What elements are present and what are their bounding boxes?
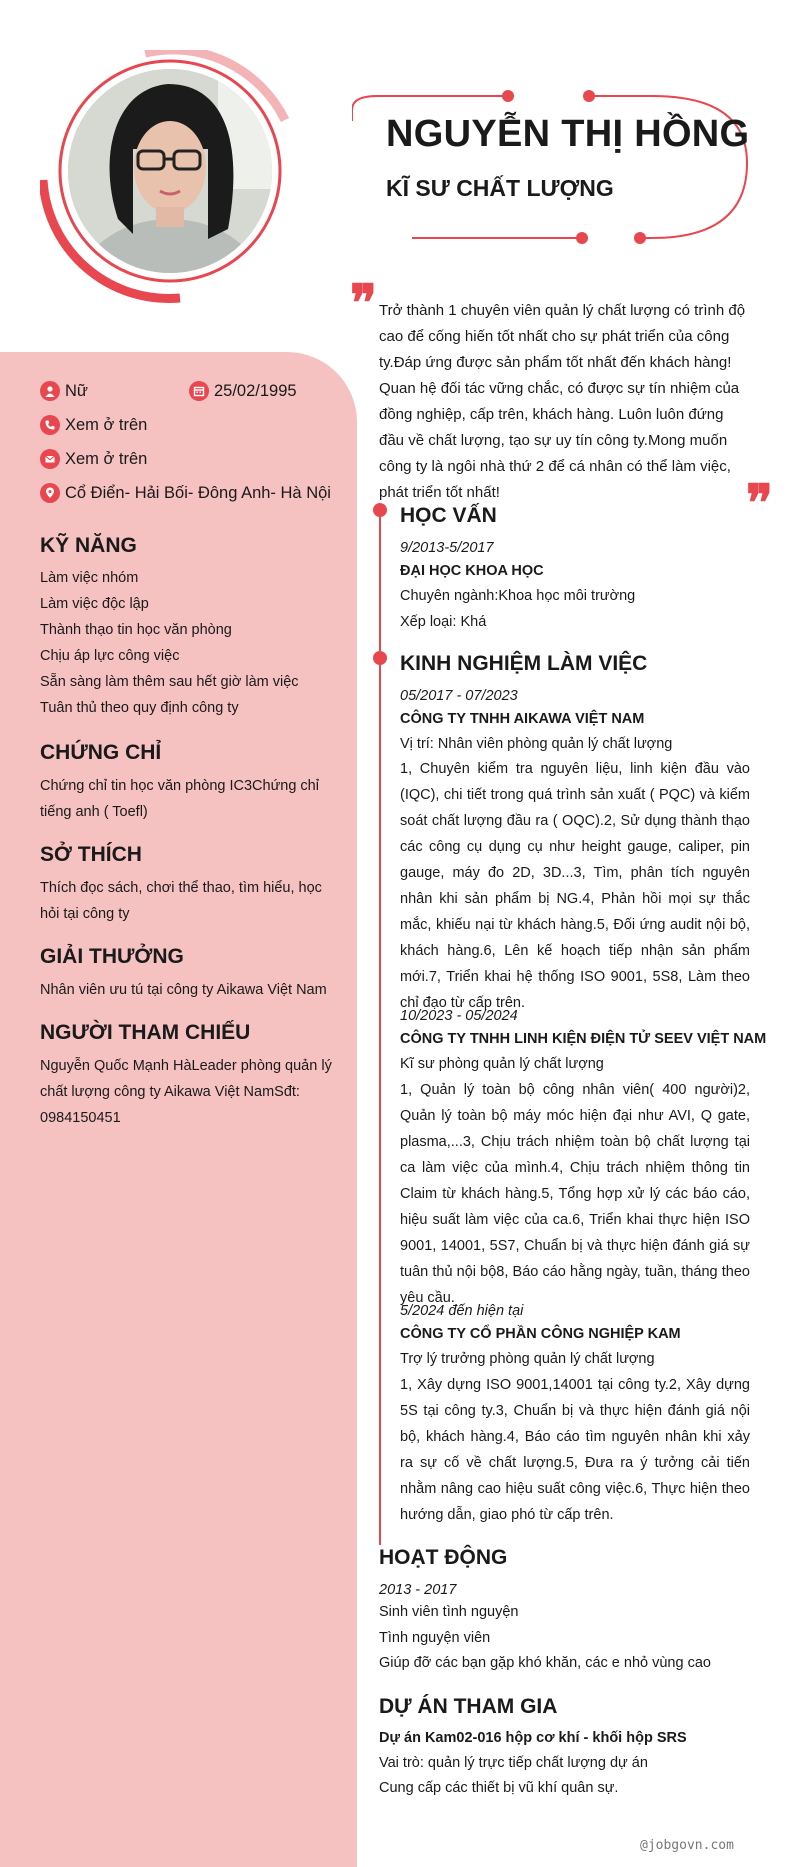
skill-item: Làm việc nhóm (40, 570, 139, 586)
education-major: Chuyên ngành:Khoa học môi trường (400, 588, 636, 604)
candidate-title: KĨ SƯ CHẤT LƯỢNG (386, 175, 614, 201)
job-date: 5/2024 đến hiện tại (400, 1303, 524, 1319)
birthday-value: 25/02/1995 (214, 381, 297, 400)
certificates-heading: CHỨNG CHỈ (40, 741, 162, 764)
phone-value[interactable]: Xem ở trên (65, 415, 148, 434)
header-frame-decoration (352, 88, 752, 248)
address-value: Cổ Điển- Hải Bối- Đông Anh- Hà Nội (65, 483, 331, 502)
education-grade: Xếp loại: Khá (400, 614, 487, 630)
job-description: 1, Chuyên kiểm tra nguyên liệu, linh kiện đầu vào (IQC), chi tiết trong quá trình sản xuất ( PQC) và kiểm soát chất lượng đầu ra ( OQC).2, Sử dụng thành thạo các công cụ dụng cụ như height gauge, caliper, pin gauge, máy đo 2D, 3D...3, Tìm, phân tích nguyên nhân khi sản phẩm bị NG.4, Phản hồi mọi sự thắc mắc, khiếu nại từ khách hàng.5, Đối ứng audit nội bộ, khách hàng.6, Lên kế hoạch tiếp nhận sản phẩm mới.7, Triển khai hệ thống ISO 9001, 5S8, Làm theo chỉ đạo từ cấp trên. (400, 761, 750, 1011)
activity-item: Tình nguyện viên (379, 1630, 491, 1646)
skill-item: Tuân thủ theo quy định công ty (40, 700, 239, 716)
job-company: CÔNG TY TNHH LINH KIỆN ĐIỆN TỬ SEEV VIỆT NAM (400, 1031, 767, 1047)
activity-item: Giúp đỡ các bạn gặp khó khăn, các e nhỏ vùng cao (379, 1655, 711, 1671)
project-name: Dự án Kam02-016 hộp cơ khí - khối hộp SRS (379, 1730, 687, 1746)
quote-close-icon: ❞ (746, 473, 773, 532)
skill-item: Thành thạo tin học văn phòng (40, 622, 232, 638)
job-date: 05/2017 - 07/2023 (400, 688, 518, 704)
awards-text: Nhân viên ưu tú tại công ty Aikawa Việt Nam (40, 982, 327, 998)
job-position: Trợ lý trưởng phòng quản lý chất lượng (400, 1351, 655, 1367)
skill-item: Chịu áp lực công việc (40, 648, 180, 664)
mail-icon (40, 449, 60, 469)
job-company: CÔNG TY CỔ PHẦN CÔNG NGHIỆP KAM (400, 1326, 681, 1342)
address-item (40, 483, 331, 503)
email-value[interactable]: Xem ở trên (65, 449, 148, 468)
projects-heading: DỰ ÁN THAM GIA (379, 1695, 558, 1718)
activity-item: Sinh viên tình nguyện (379, 1604, 519, 1620)
experience-heading: KINH NGHIỆM LÀM VIỆC (400, 652, 648, 675)
hobbies-text: Thích đọc sách, chơi thể thao, tìm hiểu, học hỏi tại công ty (40, 880, 322, 922)
awards-heading: GIẢI THƯỞNG (40, 945, 184, 968)
profile-photo (68, 69, 272, 273)
phone-icon (40, 415, 60, 435)
project-detail: Cung cấp các thiết bị vũ khí quân sự. (379, 1780, 619, 1796)
project-role: Vai trò: quản lý trực tiếp chất lượng dự án (379, 1755, 648, 1771)
hobbies-heading: SỞ THÍCH (40, 843, 142, 866)
career-objective: Trở thành 1 chuyên viên quản lý chất lượng có trình độ cao để cống hiến tốt nhất cho sự phát triển của công ty.Đáp ứng được sản phẩm tốt nhất đến khách hàng! Quan hệ đối tác vững chắc, có được sự tín nhiệm của đồng nghiệp, cấp trên, khách hàng. Luôn luôn đứng đầu về chất lượng, tạo sự uy tín công ty.Mong muốn công ty là ngôi nhà thứ 2 để cá nhân có thể làm việc, phát triển tốt nhất! (379, 302, 746, 501)
quote-open-icon: ❞ (350, 273, 377, 332)
education-school: ĐẠI HỌC KHOA HỌC (400, 563, 544, 579)
birthday-item (189, 381, 297, 401)
email-item (40, 449, 147, 469)
location-pin-icon (40, 483, 60, 503)
job-position: Kĩ sư phòng quản lý chất lượng (400, 1056, 604, 1072)
candidate-name: NGUYỄN THỊ HỒNG (386, 113, 750, 155)
education-heading: HỌC VẤN (400, 504, 497, 527)
job-description: 1, Quản lý toàn bộ công nhân viên( 400 người)2, Quản lý toàn bộ máy móc hiện đại như AVI, Q gate, plasma,...3, Chịu trách nhiệm toàn bộ chất lượng tại ca làm việc của mình.4, Chịu trách nhiệm thông tin Claim từ khách hàng.5, Tổng hợp xử lý các báo cáo, hiệu suất làm việc của ca.6, Triển khai thực hiện ISO 9001, 14001, 5S7, Chuẩn bị và thực hiện đánh giá sự tuân thủ nội bộ8, Báo cáo hằng ngày, tuần, tháng theo yêu cầu. (400, 1082, 750, 1306)
skill-item: Làm việc độc lập (40, 596, 149, 612)
person-icon (40, 381, 60, 401)
footer-watermark: @jobgovn.com (640, 1838, 734, 1853)
job-description: 1, Xây dựng ISO 9001,14001 tại công ty.2, Xây dựng 5S tại công ty.3, Chuẩn bị và thực hiện đánh giá nội bộ, khách hàng.4, Báo cáo tìm nguyên nhân khi xảy ra sự cố về chất lượng.5, Đưa ra ý tưởng cải tiến nhằm nâng cao hiệu suất công việc.6, Thực hiện theo hướng dẫn, giao phó từ cấp trên. (400, 1377, 750, 1523)
skill-item: Sẵn sàng làm thêm sau hết giờ làm việc (40, 674, 299, 690)
references-heading: NGƯỜI THAM CHIẾU (40, 1021, 251, 1044)
job-company: CÔNG TY TNHH AIKAWA VIỆT NAM (400, 711, 645, 727)
skills-heading: KỸ NĂNG (40, 534, 137, 557)
job-position: Vị trí: Nhân viên phòng quản lý chất lượng (400, 736, 673, 752)
activities-heading: HOẠT ĐỘNG (379, 1546, 508, 1569)
profile-photo-frame (40, 50, 300, 310)
phone-item (40, 415, 147, 435)
timeline-dot (373, 503, 387, 517)
timeline-dot (373, 651, 387, 665)
skills-list (40, 565, 340, 721)
job-date: 10/2023 - 05/2024 (400, 1008, 518, 1024)
gender-value: Nữ (65, 381, 88, 400)
activities-date: 2013 - 2017 (379, 1582, 457, 1598)
gender-item (40, 381, 88, 401)
references-text: Nguyễn Quốc Mạnh HàLeader phòng quản lý chất lượng công ty Aikawa Việt NamSđt: 0984150451 (40, 1058, 332, 1126)
calendar-icon (189, 381, 209, 401)
certificates-text: Chứng chỉ tin học văn phòng IC3Chứng chỉ tiếng anh ( Toefl) (40, 778, 319, 820)
education-date: 9/2013-5/2017 (400, 540, 494, 556)
timeline-line (379, 510, 381, 1545)
